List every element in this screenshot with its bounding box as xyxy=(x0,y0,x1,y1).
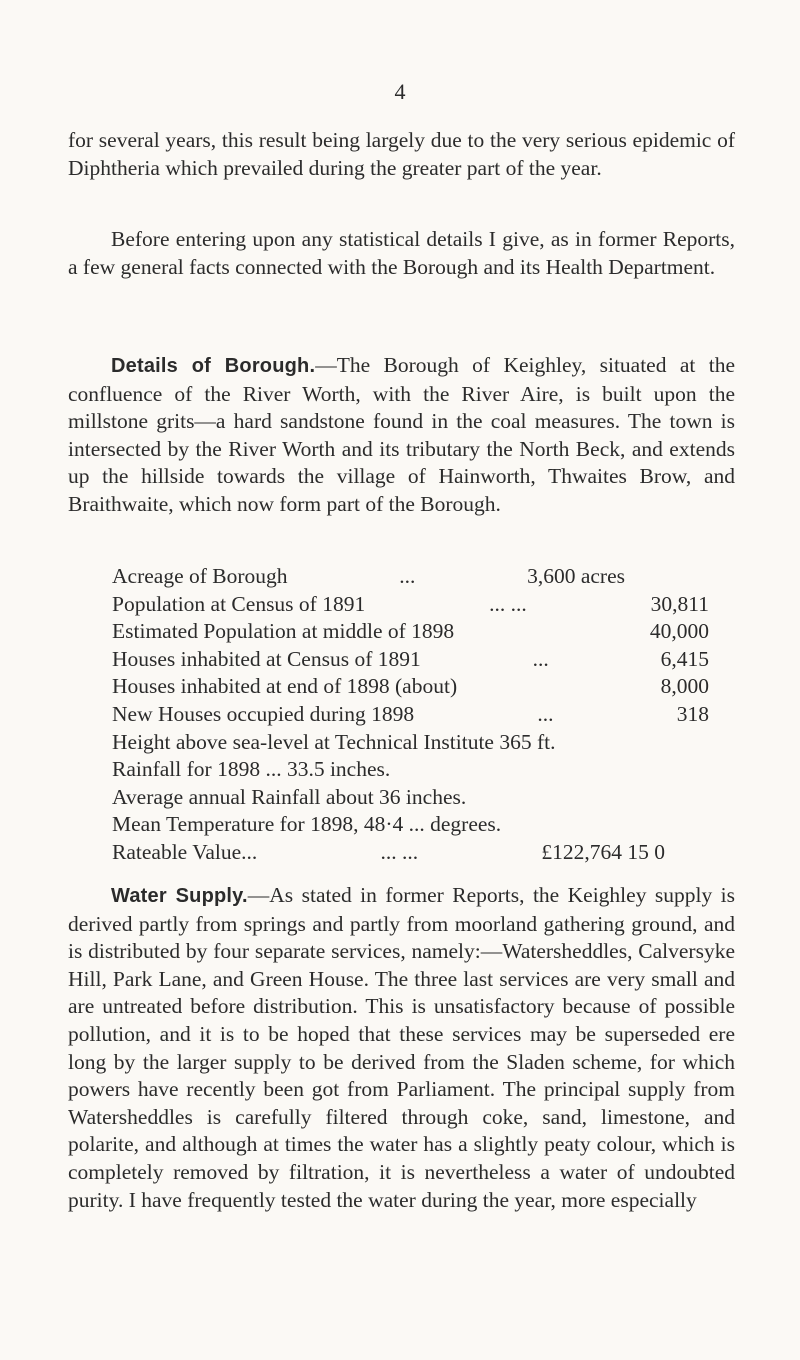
stat-row-population-census xyxy=(112,591,709,619)
stat-row-rainfall xyxy=(112,756,712,784)
water-supply-heading: Water Supply. xyxy=(111,885,248,907)
stat-label: Rateable Value... xyxy=(112,839,258,864)
stat-label: Height above sea-level at Technical Institute 365 ft. xyxy=(112,729,556,754)
stat-value: 3,600 acres xyxy=(527,564,625,588)
stat-value: 318 xyxy=(676,701,709,726)
borough-statistics-list xyxy=(112,563,712,867)
details-text: —The Borough of Keighley, situated at the confluence of the River Worth, with the River Aire, is built upon the millstone grits—a hard sandstone found in the coal measures. The town is intersected by the River Worth and its tributary the North Beck, and extends up the hillside towards the village of Hainworth, Thwaites Brow, and Braithwaite, which now form part of the Borough. xyxy=(68,353,736,516)
page-number: 4 xyxy=(394,79,406,104)
stat-label: Houses inhabited at Census of 1891 xyxy=(112,646,421,671)
stat-label: Population at Census of 1891 xyxy=(112,591,366,616)
details-heading: Details of Borough. xyxy=(111,355,316,377)
stat-value: £122,764 15 0 xyxy=(541,839,665,864)
stat-label: Houses inhabited at end of 1898 (about) xyxy=(112,674,458,699)
continuation-paragraph xyxy=(68,127,735,182)
stat-label: Acreage of Borough xyxy=(112,564,288,588)
stat-leader: ... ... xyxy=(489,591,527,616)
stat-leader: ... xyxy=(537,701,554,726)
stat-row-estimated-population xyxy=(112,618,709,646)
intro-paragraph xyxy=(68,226,735,281)
stat-label: Mean Temperature for 1898, 48·4 ... degrees. xyxy=(112,812,502,837)
stat-label: New Houses occupied during 1898 xyxy=(112,701,415,726)
details-of-borough-section xyxy=(68,352,735,519)
water-supply-paragraph xyxy=(68,882,735,1214)
stat-row-mean-temperature xyxy=(112,811,712,839)
water-supply-section xyxy=(68,882,735,1214)
stat-value: 30,811 xyxy=(650,591,709,616)
stat-label: Average annual Rainfall about 36 inches. xyxy=(112,784,467,809)
stat-row-average-rainfall xyxy=(112,784,712,812)
stat-row-new-houses xyxy=(112,701,709,729)
stat-value: 6,415 xyxy=(660,646,709,671)
stat-leader: ... ... xyxy=(380,839,419,864)
stat-leader: ... xyxy=(532,646,549,671)
stat-leader: ... xyxy=(399,564,416,588)
stat-label: Estimated Population at middle of 1898 xyxy=(112,619,455,644)
stat-row-acreage xyxy=(112,563,625,591)
water-supply-text: —As stated in former Reports, the Keighley supply is derived partly from springs and partly from moorland gathering ground, and is distributed by four separate services, namely:—Watersheddles, Calversyke Hill, Park Lane, and Green House. The three last services are very small and are untreated before distribution. This is unsatisfactory because of possible pollution, and it is to be hoped that these services may be superseded ere long by the larger supply to be derived from the Sladen scheme, for which powers have recently been got from Parliament. The principal supply from Watersheddles is carefully filtered through coke, sand, limestone, and polarite, and although at times the water has a slightly peaty colour, which is completely removed by filtration, it is nevertheless a water of undoubted purity. I have frequently tested the water during the year, more especially xyxy=(68,883,735,1212)
details-paragraph xyxy=(68,352,735,519)
stat-row-houses-end-1898 xyxy=(112,673,709,701)
stat-value: 8,000 xyxy=(660,674,709,699)
stat-row-height xyxy=(112,729,712,757)
intro-text: Before entering upon any statistical details I give, as in former Reports, a few general facts connected with the Borough and its Health Department. xyxy=(68,227,735,279)
stat-label: Rainfall for 1898 ... 33.5 inches. xyxy=(112,757,391,782)
continuation-text: for several years, this result being largely due to the very serious epidemic of Diphtheria which prevailed during the greater part of the year. xyxy=(68,128,735,180)
stat-row-rateable-value xyxy=(112,839,665,867)
stat-row-houses-census xyxy=(112,646,709,674)
stat-value: 40,000 xyxy=(649,619,709,644)
